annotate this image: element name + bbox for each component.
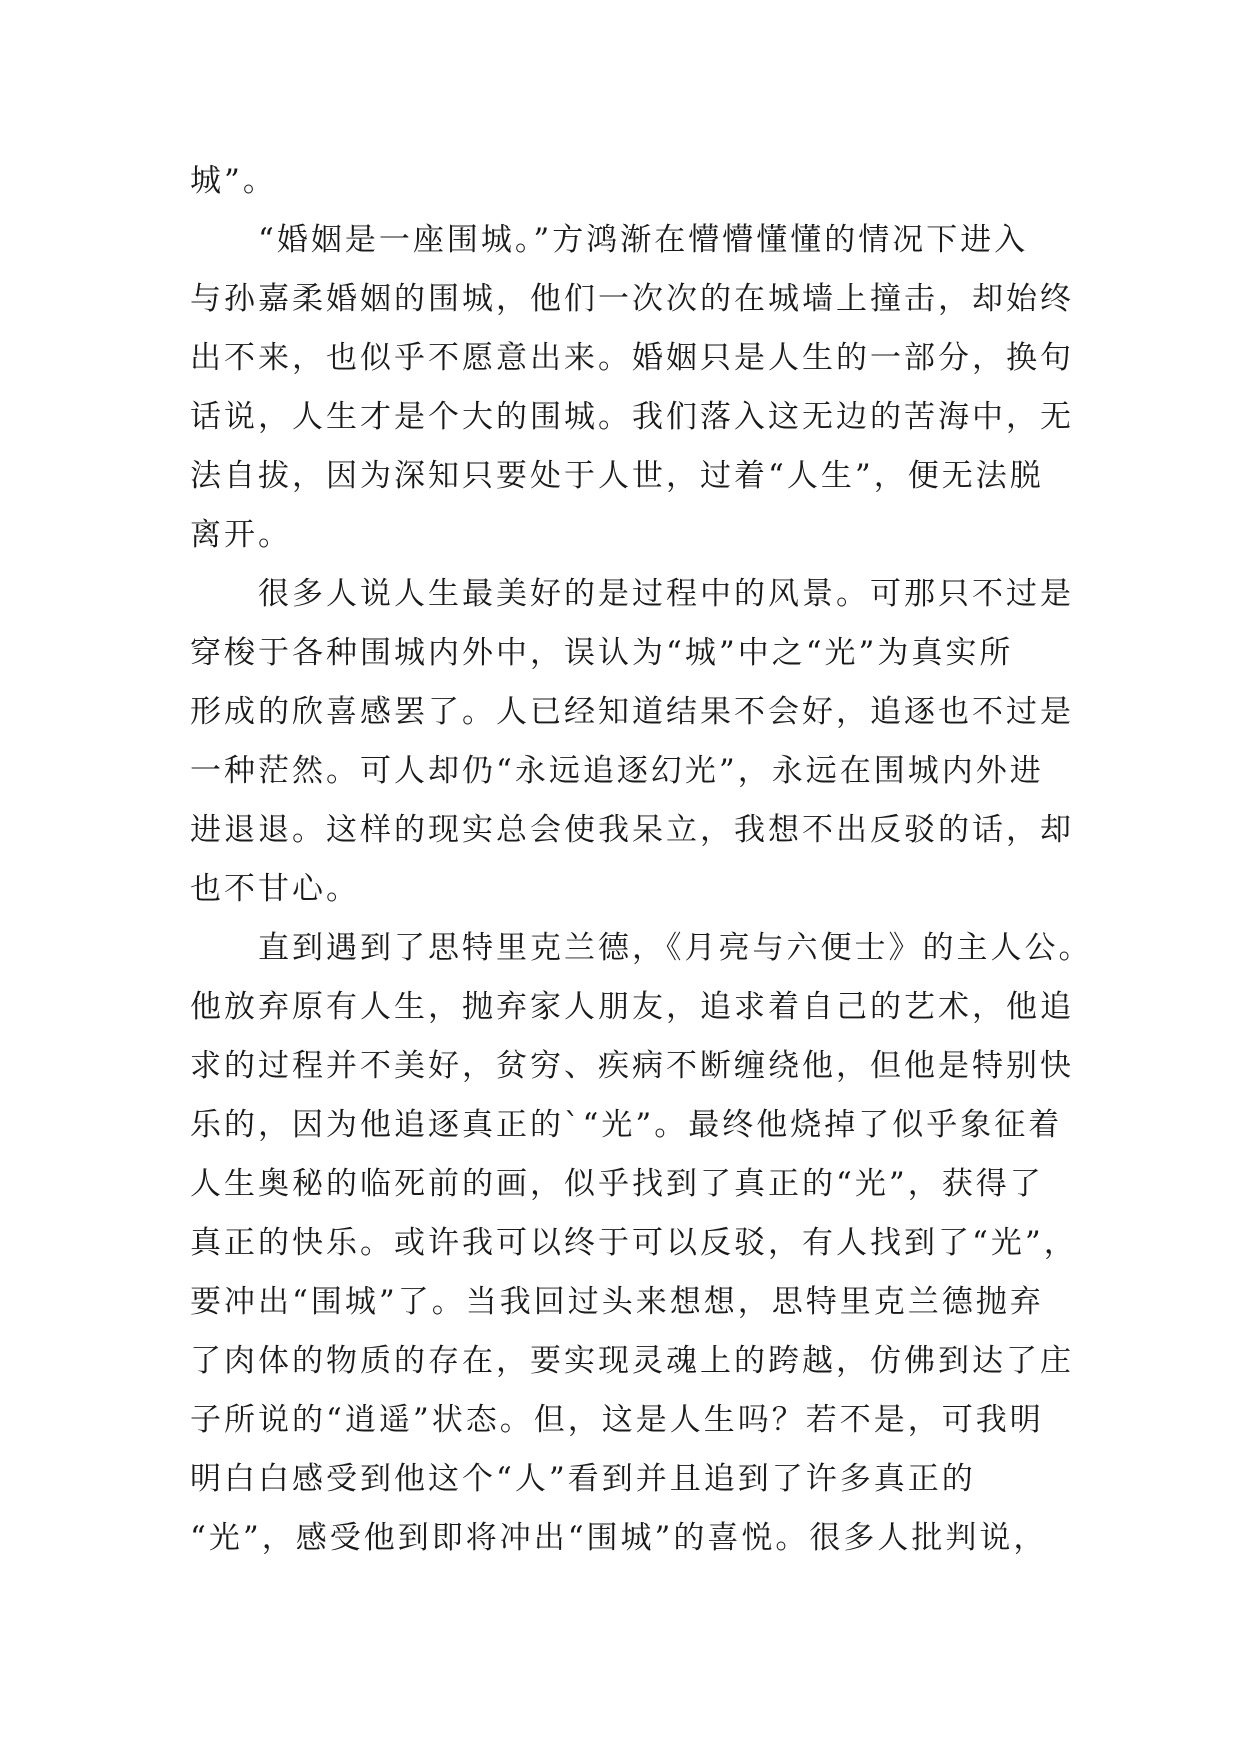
text-line: 他放弃原有人生，抛弃家人朋友，追求着自己的艺术，他追 [190,989,1074,1025]
text-line: 直到遇到了思特里克兰德，《月亮与六便士》的主人公。 [258,930,1093,966]
text-line: 法自拔，因为深知只要处于人世，过着“人生”，便无法脱 [190,458,1044,494]
text-line: 城”。 [190,163,277,199]
text-line: 形成的欣喜感罢了。人已经知道结果不会好，追逐也不过是 [190,694,1074,730]
text-line: 人生奥秘的临死前的画，似乎找到了真正的“光”，获得了 [190,1166,1044,1202]
text-line: 子所说的“逍遥”状态。但，这是人生吗？若不是，可我明 [190,1402,1044,1438]
text-line: 一种茫然。可人却仍“永远追逐幻光”，永远在围城内外进 [190,753,1044,789]
text-line: 很多人说人生最美好的是过程中的风景。可那只不过是 [258,576,1074,612]
body-text [190,152,1093,1568]
text-line: “光”，感受他到即将冲出“围城”的喜悦。很多人批判说， [190,1520,1048,1556]
text-line: 穿梭于各种围城内外中，误认为“城”中之“光”为真实所 [190,635,1014,671]
text-line: 进退退。这样的现实总会使我呆立，我想不出反驳的话，却 [190,812,1074,848]
text-line: “婚姻是一座围城。”方鸿渐在懵懵懂懂的情况下进入 [258,222,1029,258]
text-line: 话说，人生才是个大的围城。我们落入这无边的苦海中，无 [190,399,1074,435]
text-line: 乐的，因为他追逐真正的`“光”。最终他烧掉了似乎象征着 [190,1107,1063,1143]
text-line: 与孙嘉柔婚姻的围城，他们一次次的在城墙上撞击，却始终 [190,281,1074,317]
text-line: 出不来，也似乎不愿意出来。婚姻只是人生的一部分，换句 [190,340,1074,376]
text-line: 明白白感受到他这个“人”看到并且追到了许多真正的 [190,1461,976,1497]
text-line: 也不甘心。 [190,871,360,907]
text-line: 求的过程并不美好，贫穷、疾病不断缠绕他，但他是特别快 [190,1048,1074,1084]
text-line: 真正的快乐。或许我可以终于可以反驳，有人找到了“光”， [190,1225,1078,1261]
text-line: 离开。 [190,517,292,553]
text-line: 要冲出“围城”了。当我回过头来想想，思特里克兰德抛弃 [190,1284,1044,1320]
text-line: 了肉体的物质的存在，要实现灵魂上的跨越，仿佛到达了庄 [190,1343,1074,1379]
